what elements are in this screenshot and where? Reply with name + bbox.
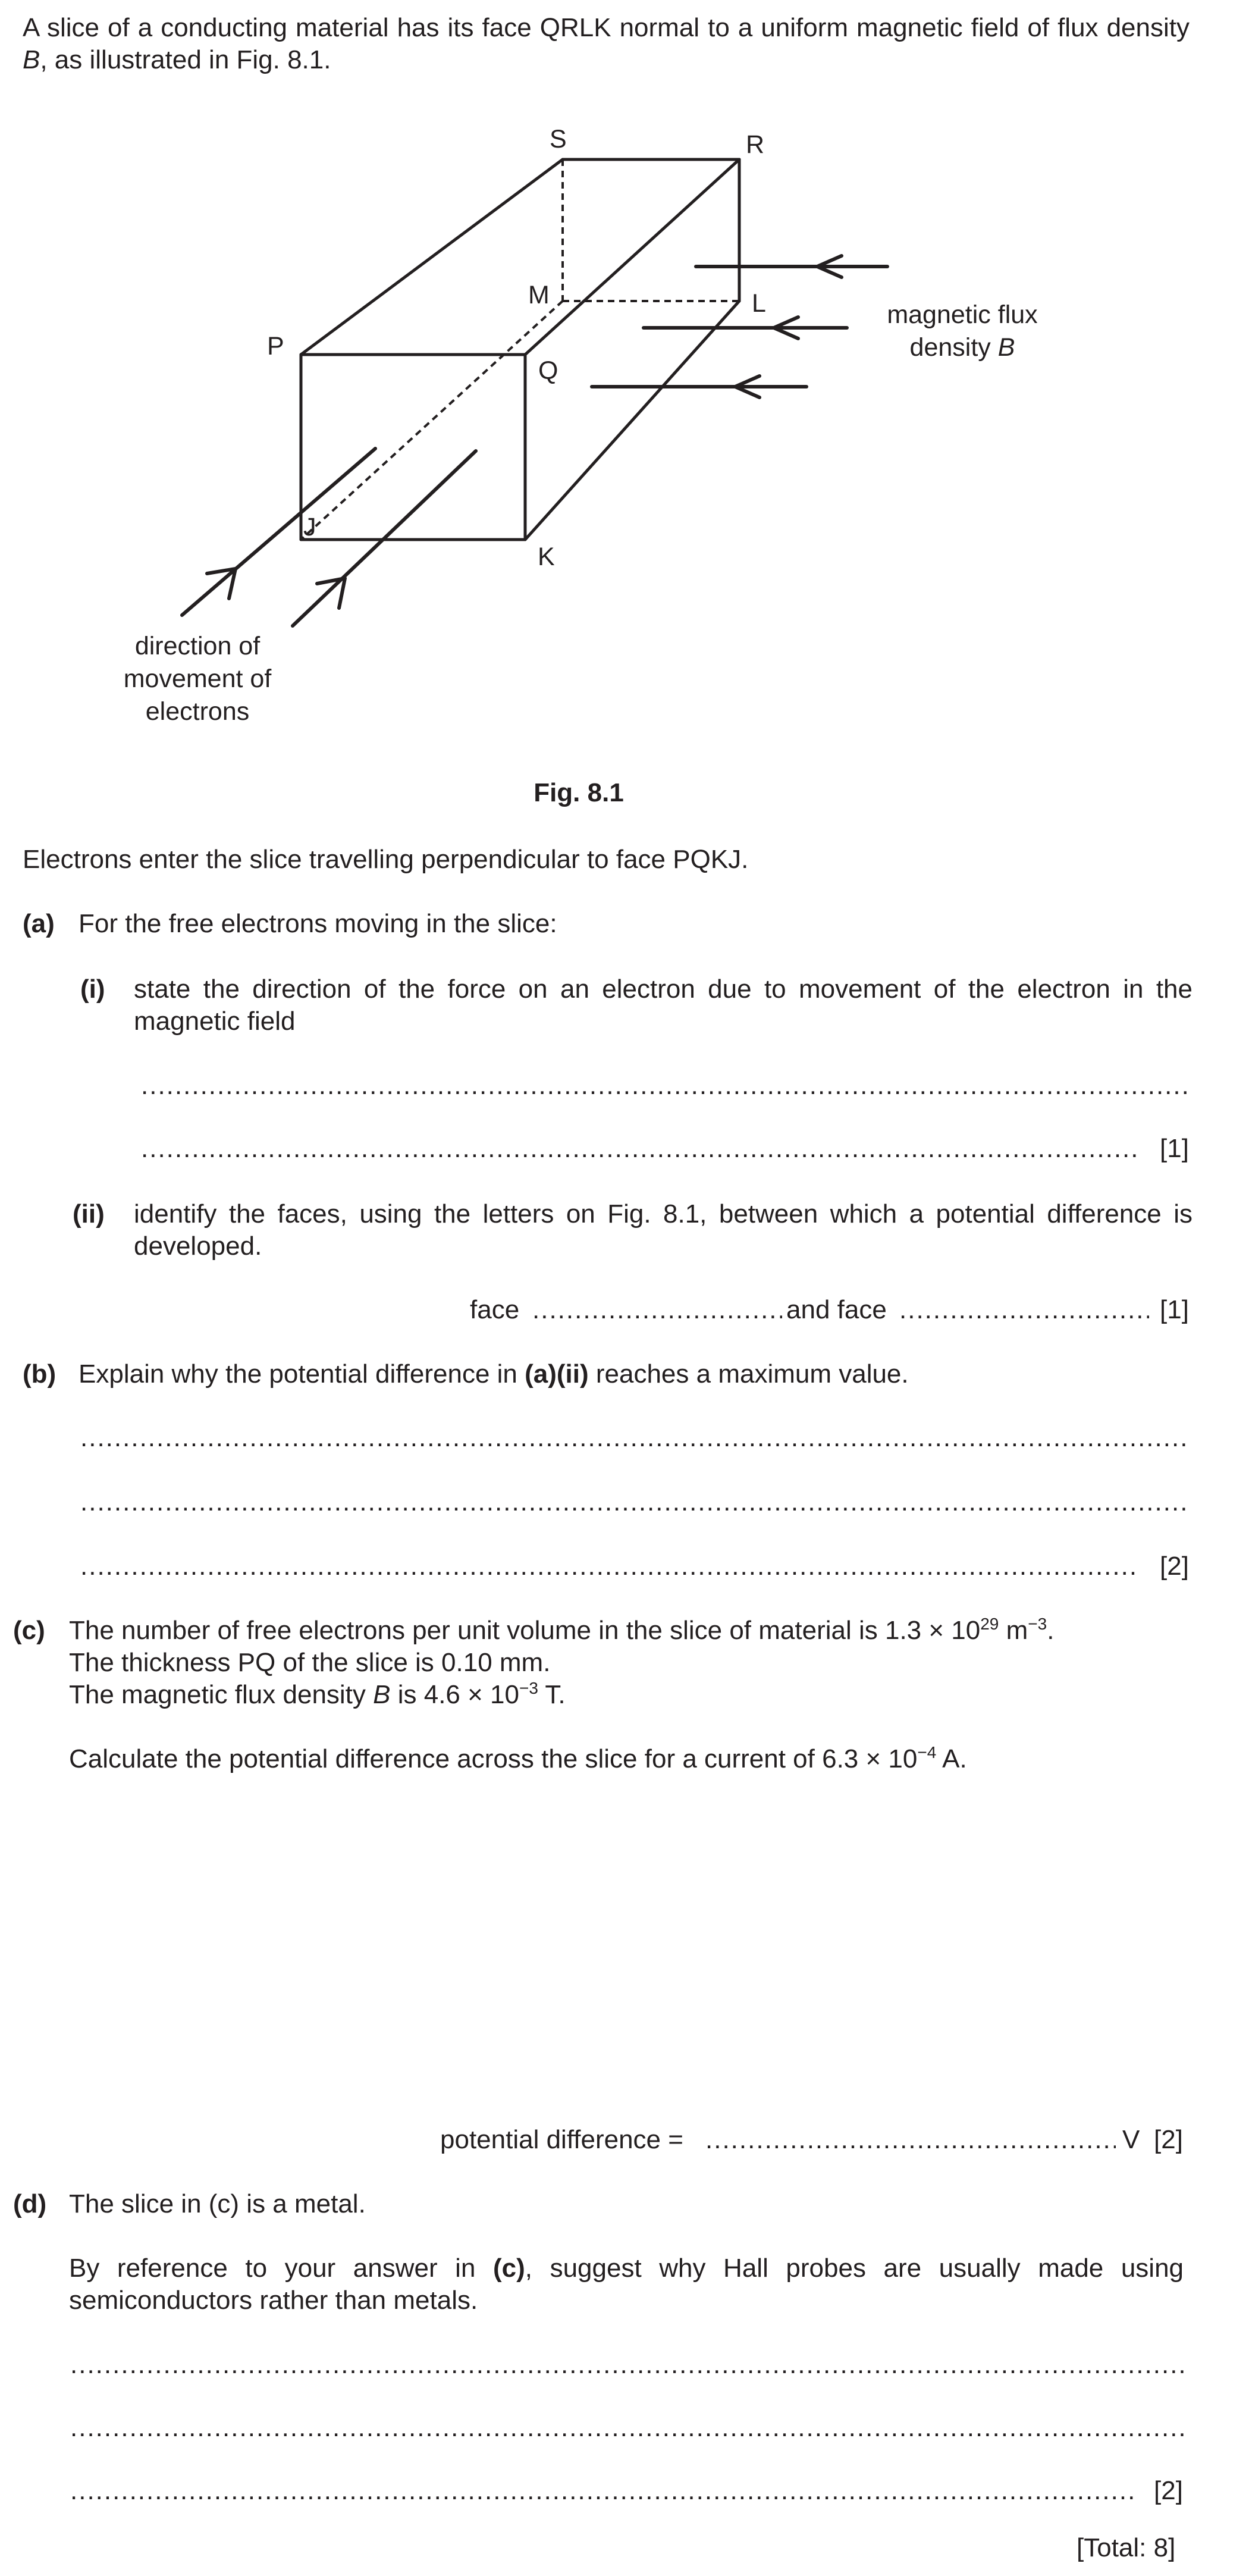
answer-line-d-1[interactable] [70, 2349, 1184, 2381]
answer-line-d-3[interactable] [70, 2475, 1135, 2507]
intro-text-end: , as illustrated in Fig. 8.1. [40, 45, 331, 74]
electron-line-1 [182, 449, 375, 615]
part-a-ii-label: (ii) [73, 1199, 105, 1229]
pd-answer-line[interactable] [705, 2124, 1116, 2156]
vertex-label-K: K [538, 543, 555, 571]
face-answer-1[interactable] [532, 1294, 782, 1326]
marks-d: [2] [1154, 2476, 1183, 2505]
marks-a-i: [1] [1160, 1134, 1189, 1163]
part-b-text: Explain why the potential difference in (a)(ii) reaches a maximum value. [79, 1359, 909, 1389]
answer-line-d-2[interactable] [70, 2412, 1184, 2444]
intro-variable-b: B [23, 45, 40, 74]
part-a-text: For the free electrons moving in the slice: [79, 909, 557, 938]
hidden-edge-MJ [301, 301, 563, 540]
part-c-line3: The magnetic flux density B is $4.6 \times 10^{-3}$ T. [69, 1679, 566, 1709]
answer-line-a-i-1[interactable] [141, 1070, 1191, 1102]
field-label-line1: magnetic flux [887, 300, 1038, 329]
vertex-label-S: S [550, 125, 567, 153]
part-c-label: (c) [13, 1616, 45, 1645]
electron-label-line2: movement of [123, 665, 272, 693]
marks-b: [2] [1160, 1552, 1189, 1581]
pd-answer-label: potential difference = [440, 2125, 683, 2154]
and-face-word: and face [786, 1295, 887, 1324]
part-a-label: (a) [23, 909, 55, 938]
answer-line-b-1[interactable] [80, 1422, 1190, 1454]
part-a-i-text: state the direction of the force on an electron due to movement of the electron in the magnetic field [134, 974, 1192, 1036]
pd-unit: V [1122, 2125, 1140, 2154]
part-d-text: The slice in (c) is a metal. [69, 2189, 366, 2218]
face-answer-2[interactable] [899, 1294, 1149, 1326]
edge-PS [301, 159, 563, 355]
vertex-label-R: R [746, 130, 765, 159]
part-a-ii-text: identify the faces, using the letters on Fig. 8.1, between which a potential difference is developed. [134, 1199, 1192, 1261]
marks-c: [2] [1154, 2125, 1183, 2154]
face-word-1: face [470, 1295, 520, 1324]
part-c-line2: The thickness PQ of the slice is 0.10 mm. [69, 1648, 551, 1677]
part-c-calc-instruction: Calculate the potential difference across the slice for a current of $6.3 \times 10^{-4}$ A. [69, 1743, 967, 1773]
vertex-label-M: M [528, 281, 550, 309]
edge-LK [525, 301, 739, 540]
electron-label-line3: electrons [145, 697, 250, 726]
answer-line-b-2[interactable] [80, 1486, 1190, 1518]
vertex-label-Q: Q [538, 356, 558, 385]
part-d-question: By reference to your answer in (c), suggest why Hall probes are usually made using semiconductors rather than metals. [69, 2254, 1184, 2315]
intro-text: A slice of a conducting material has its face QRLK normal to a uniform magnetic field of flux density [23, 13, 1190, 42]
field-label-line2: density B [909, 333, 1015, 362]
vertex-label-J: J [303, 513, 316, 541]
electron-arrowhead-2 [317, 578, 345, 608]
answer-line-b-3[interactable] [80, 1550, 1140, 1582]
vertex-label-L: L [752, 289, 766, 318]
part-d-label: (d) [13, 2189, 47, 2218]
total-marks: [Total: 8] [1077, 2533, 1176, 2562]
part-c-line1: The number of free electrons per unit volume in the slice of material is $1.3 \times 10^{29}$ $m^{-3}$. [69, 1615, 1055, 1645]
part-b-label: (b) [23, 1359, 57, 1389]
edge-QR [525, 159, 739, 355]
answer-line-a-i-2[interactable] [141, 1133, 1140, 1165]
electron-label-line1: direction of [134, 632, 261, 660]
part-a-i-label: (i) [80, 974, 105, 1004]
figure-caption-text: Fig. 8.1 [534, 778, 624, 807]
question-stem: Electrons enter the slice travelling perpendicular to face PQKJ. [23, 845, 749, 874]
marks-a-ii: [1] [1160, 1295, 1189, 1324]
figure-8-1-diagram [0, 0, 1249, 797]
vertex-label-P: P [267, 332, 284, 361]
